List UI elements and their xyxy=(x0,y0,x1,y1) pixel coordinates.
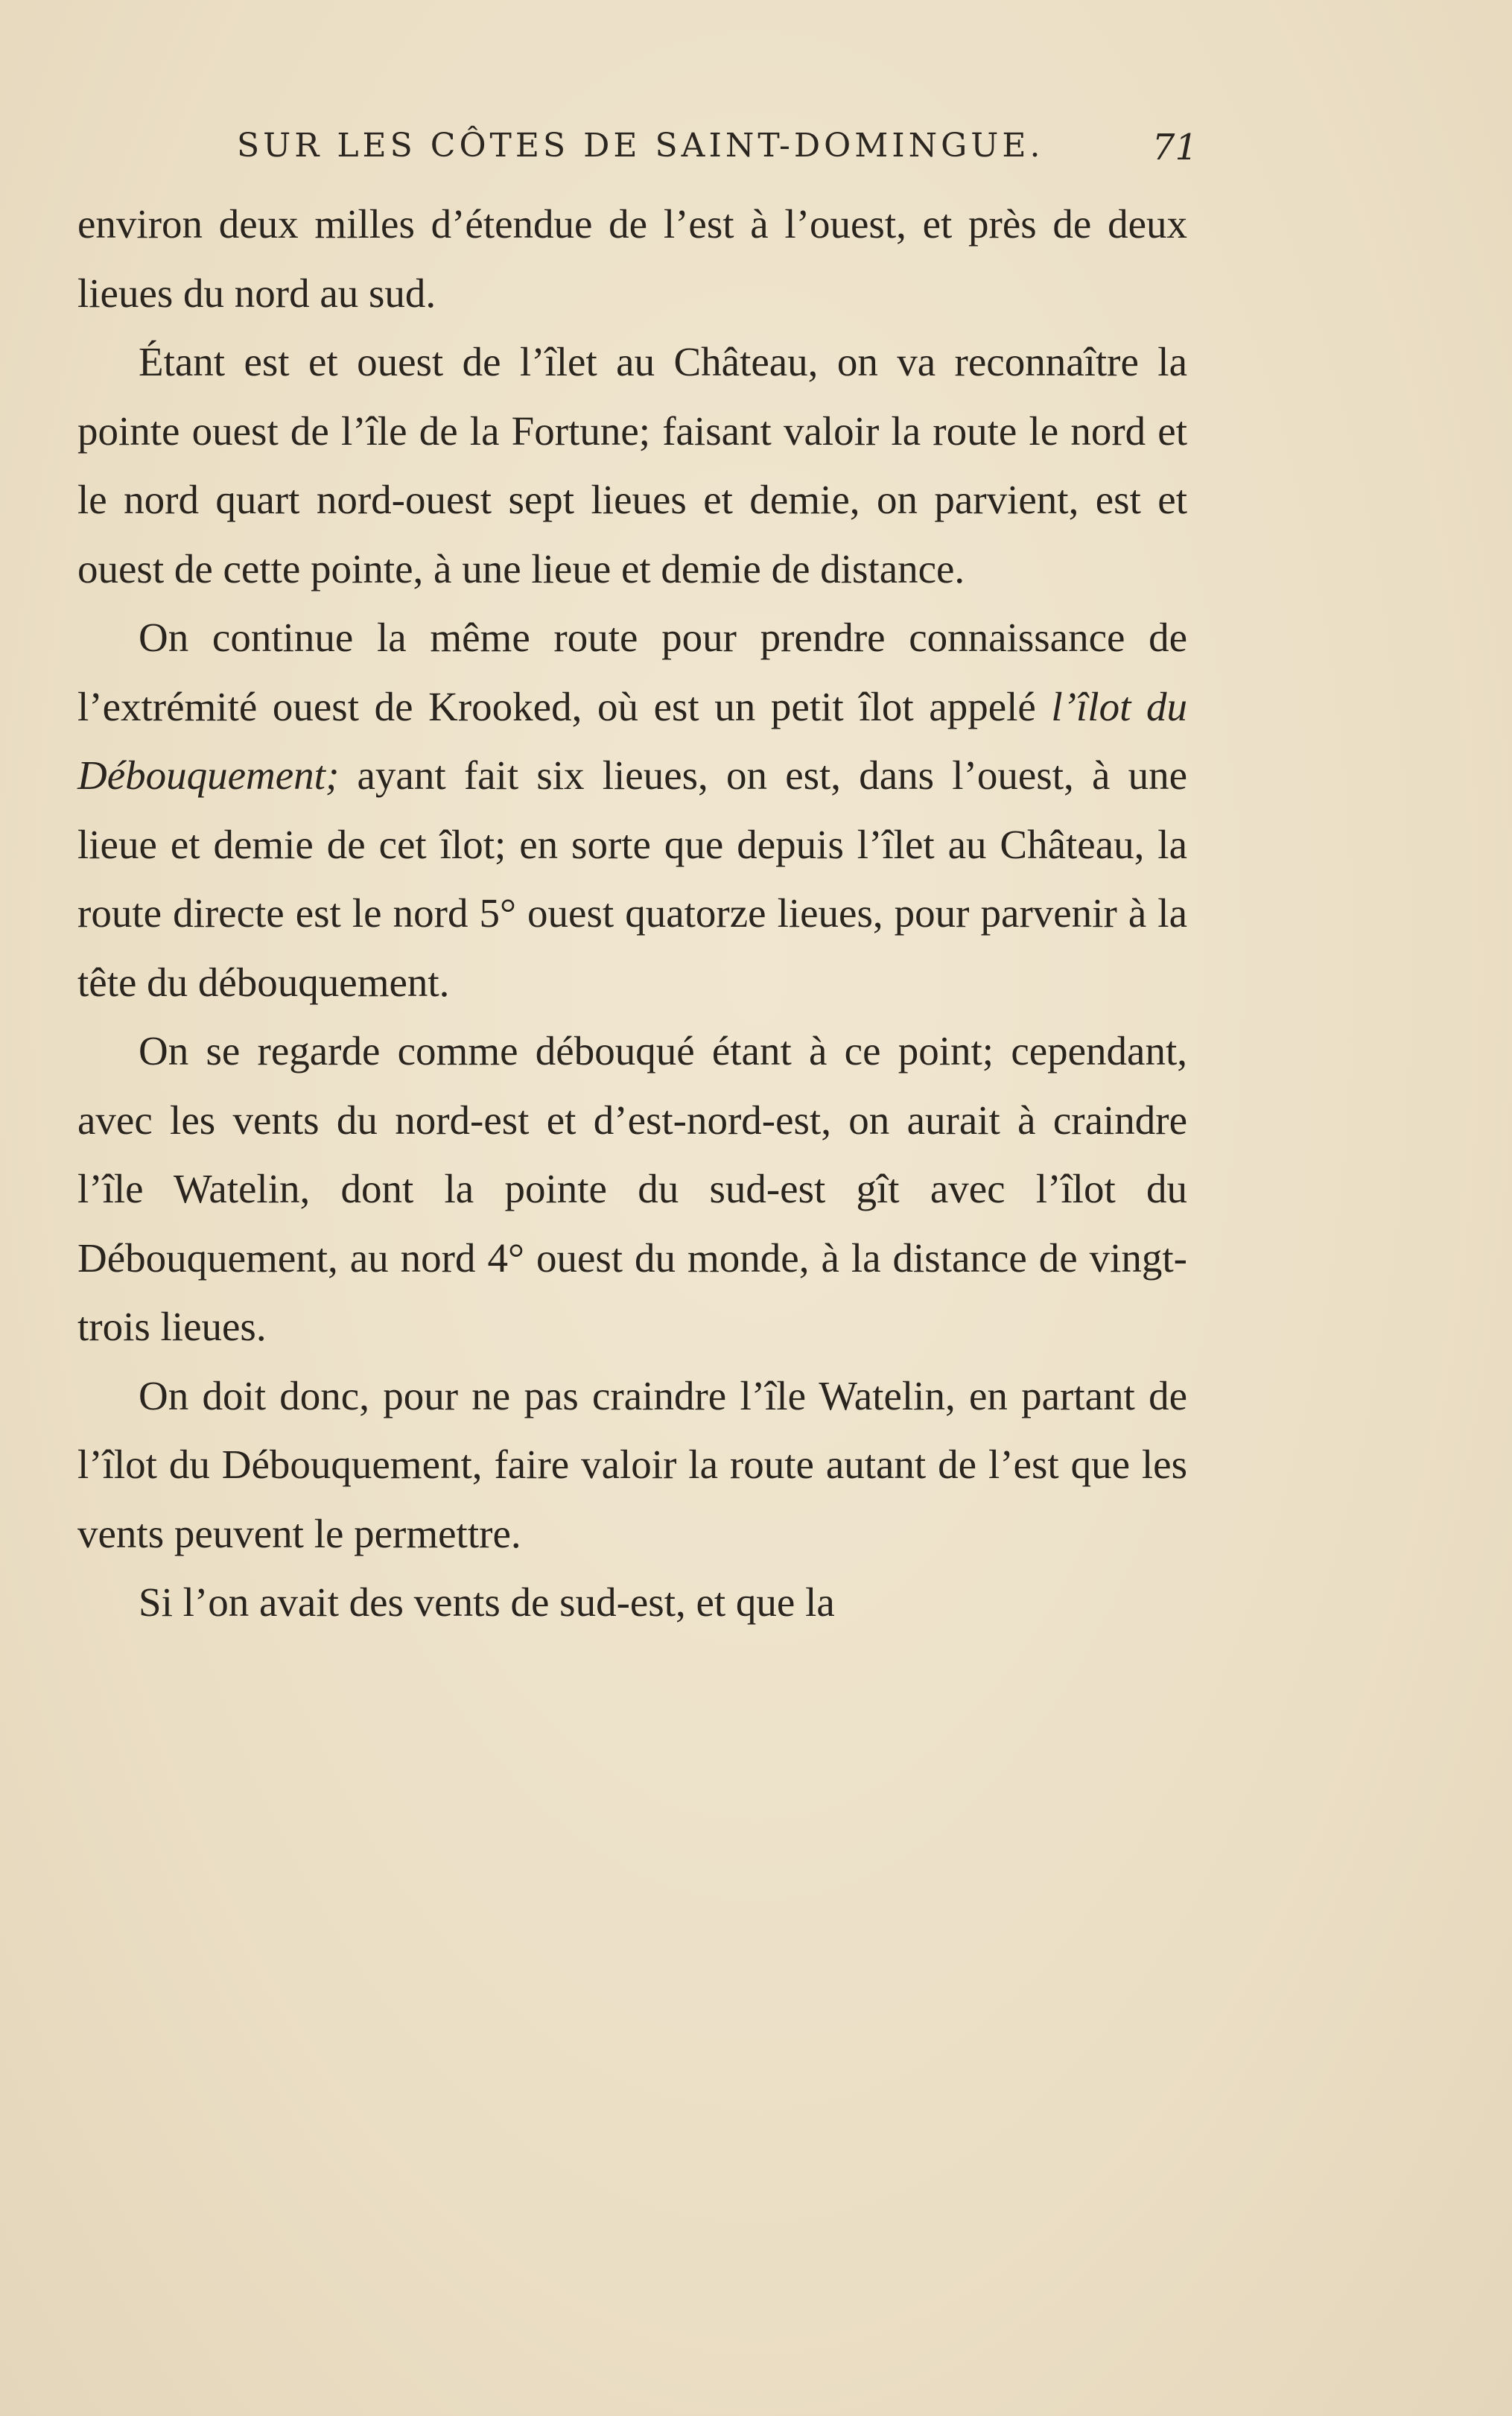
paragraph-3-text-a: On continue la même route pour prendre connaissance de l’extrémité ouest de Krooked, où est un petit îlot appelé xyxy=(77,615,1187,729)
running-title: SUR LES CÔTES DE SAINT-DOMINGUE. xyxy=(237,127,1044,165)
paragraph-1: environ deux milles d’étendue de l’est à l’ouest, et près de deux lieues du nord au sud. xyxy=(77,201,1187,316)
paragraph-3-text-b: ayant fait six lieues, on est, dans l’ouest, à une lieue et demie de cet îlot; en sorte que depuis l’îlet au Château, la route directe est le nord 5° ouest quatorze lieues, pour parvenir à la tête du débouquement. xyxy=(77,752,1187,1005)
body-text xyxy=(77,190,1187,1637)
page-number: 71 xyxy=(1152,127,1198,168)
page-header xyxy=(237,127,1198,179)
paragraph-5: On doit donc, pour ne pas craindre l’île Watelin, en partant de l’îlot du Débouquement, faire valoir la route autant de l’est que les vents peuvent le permettre. xyxy=(77,1372,1187,1556)
paragraph-6: Si l’on avait des vents de sud-est, et que la xyxy=(139,1579,835,1625)
paragraph-2: Étant est et ouest de l’îlet au Château, on va reconnaître la pointe ouest de l’île de la Fortune; faisant valoir la route le nord et le nord quart nord-ouest sept lieues et demie, on parvient, est et ouest de cette pointe, à une lieue et demie de distance. xyxy=(77,339,1187,592)
paragraph-3 xyxy=(77,603,1187,1017)
paragraph-3-italic: l’îlot du Débouquement; xyxy=(77,683,1187,798)
paragraph-4: On se regarde comme débouqué étant à ce point; cependant, avec les vents du nord-est et d’est-nord-est, on aurait à craindre l’île Watelin, dont la pointe du sud-est gît avec l’îlot du Débouquement, au nord 4° ouest du monde, à la distance de vingt-trois lieues. xyxy=(77,1028,1187,1349)
